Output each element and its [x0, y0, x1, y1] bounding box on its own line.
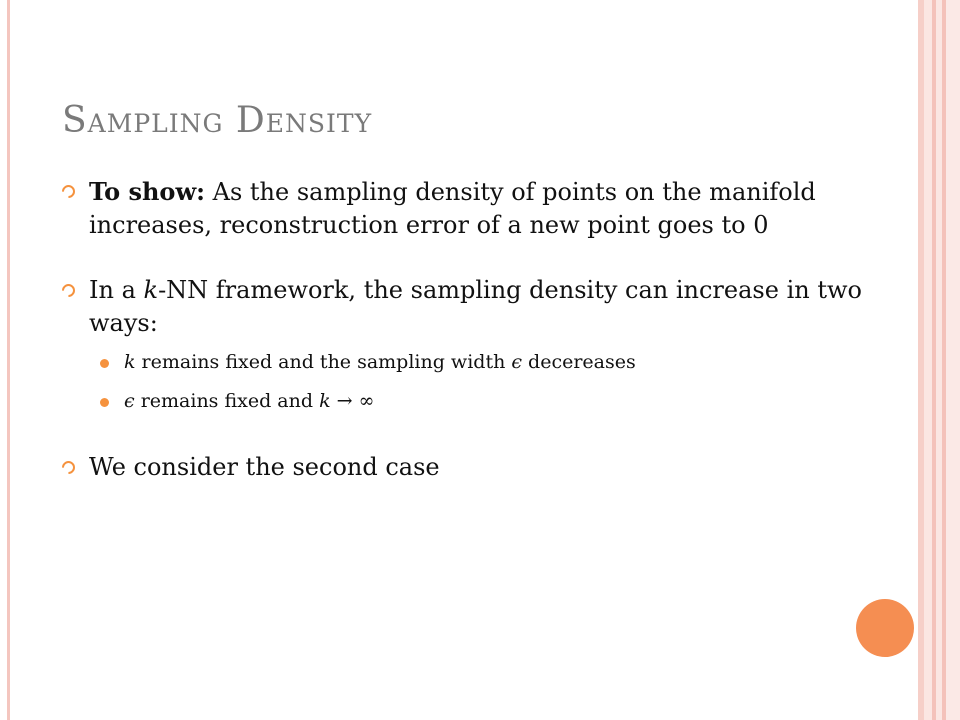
sub-bullet-text: decereases: [522, 351, 636, 374]
sub-bullet-k-fixed: [62, 348, 862, 377]
bullet-marker-icon: [59, 459, 77, 477]
sub-bullet-text: remains fixed and: [134, 389, 320, 412]
math-k: k: [143, 276, 159, 305]
bullet-second-case: [62, 451, 862, 484]
orange-circle-decoration: [856, 599, 914, 657]
bullet-marker-icon: [59, 282, 77, 300]
math-k: k: [124, 351, 136, 374]
right-stripe-decoration: [946, 0, 960, 720]
bullet-text-pre: In a: [89, 276, 144, 305]
sub-bullet-text: remains fixed and the sampling width: [135, 351, 512, 374]
math-k-to-infinity: k → ∞: [319, 389, 375, 412]
slide-title: Sampling Density: [62, 100, 373, 141]
bullet-knn-framework: [62, 274, 862, 340]
sub-bullet-epsilon-fixed: [62, 387, 862, 416]
bullet-text: We consider the second case: [89, 453, 440, 482]
slide-content: [62, 175, 862, 485]
bullet-marker-icon: [59, 182, 77, 200]
sub-bullet-dot-icon: [100, 359, 109, 368]
bullet-bold-label: To show:: [89, 177, 205, 206]
right-stripe-decoration: [924, 0, 932, 720]
bullet-to-show: [62, 175, 862, 242]
math-epsilon: ϵ: [511, 351, 523, 374]
sub-bullet-dot-icon: [100, 398, 109, 407]
bullet-text: As the sampling density of points on the manifold increases, reconstruction error of a new point goes to 0: [89, 178, 816, 240]
math-epsilon: ϵ: [124, 389, 135, 412]
left-border-decoration: [7, 0, 10, 720]
bullet-text-post: -NN framework, the sampling density can increase in two ways:: [89, 276, 862, 338]
